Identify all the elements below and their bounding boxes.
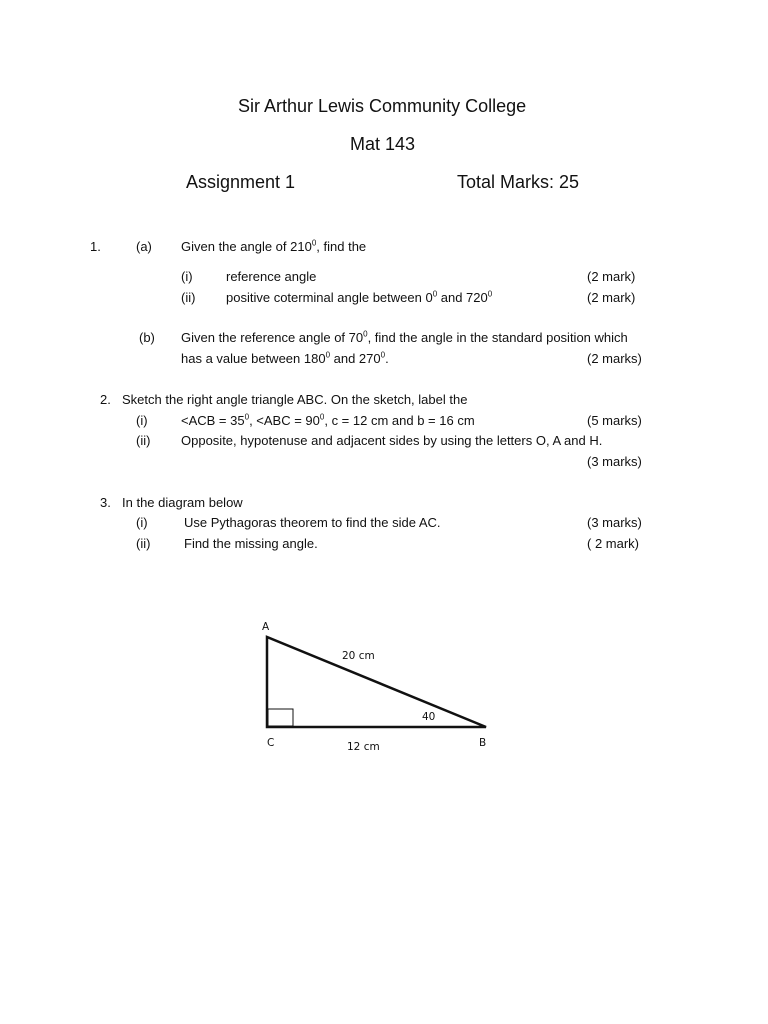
q3-i-marks: (3 marks) [587, 515, 642, 530]
q1b-label: (b) [139, 330, 155, 345]
q1a-ii-marks: (2 mark) [587, 290, 636, 305]
q2-number: 2. [100, 392, 111, 407]
q1-number: 1. [90, 239, 101, 254]
q3-number: 3. [100, 495, 111, 510]
q3-ii-text: Find the missing angle. [184, 536, 318, 551]
q2-ii-marks: (3 marks) [587, 454, 642, 469]
q3-ii-label: (ii) [136, 536, 151, 551]
q2-stem: Sketch the right angle triangle ABC. On the sketch, label the [122, 392, 468, 407]
college-title: Sir Arthur Lewis Community College [238, 96, 527, 116]
total-marks: Total Marks: 25 [457, 172, 580, 192]
q2-ii-label: (ii) [136, 433, 151, 448]
q2-i-text: $<ACB = 35^0$, $<ABC = 90^0$, c = 12 cm and b = 16 cm [181, 412, 475, 428]
q1b-line1: Given the reference angle of $70^0$, find the angle in the standard position which [181, 329, 628, 345]
q2-ii-text: Opposite, hypotenuse and adjacent sides by using the letters O, A and H. [181, 433, 603, 448]
q1a-i-label: (i) [181, 269, 193, 284]
q2-i-label: (i) [136, 413, 148, 428]
base-label: 12 cm [347, 741, 380, 753]
assignment-title: Assignment 1 [186, 172, 296, 192]
q3-i-text: Use Pythagoras theorem to find the side AC. [184, 515, 441, 530]
q1a-ii-label: (ii) [181, 290, 196, 305]
angle-b-label: 40 [422, 711, 436, 723]
q3-i-label: (i) [136, 515, 148, 530]
hypotenuse-label: 20 cm [342, 650, 375, 662]
q3-stem: In the diagram below [122, 495, 243, 510]
q1a-stem: Given the angle of $210^0$, find the [181, 238, 367, 254]
q1b-marks: (2 marks) [587, 351, 642, 366]
q1a-label: (a) [136, 239, 152, 254]
q1b-line2: has a value between $180^0$ and $270^0$. [181, 350, 389, 366]
q2-i-marks: (5 marks) [587, 413, 642, 428]
right-angle-marker [268, 709, 293, 726]
q1a-ii-text: positive coterminal angle between $0^0$ and $720^0$ [226, 289, 493, 305]
triangle-abc [267, 637, 486, 727]
q1a-i-text: reference angle [226, 269, 317, 284]
vertex-b-label: B [479, 737, 487, 749]
q3-ii-marks: ( 2 mark) [587, 536, 639, 551]
q1a-i-marks: (2 mark) [587, 269, 636, 284]
vertex-a-label: A [262, 621, 270, 633]
course-code: Mat 143 [350, 134, 416, 154]
vertex-c-label: C [267, 737, 275, 749]
triangle-diagram [250, 612, 510, 762]
